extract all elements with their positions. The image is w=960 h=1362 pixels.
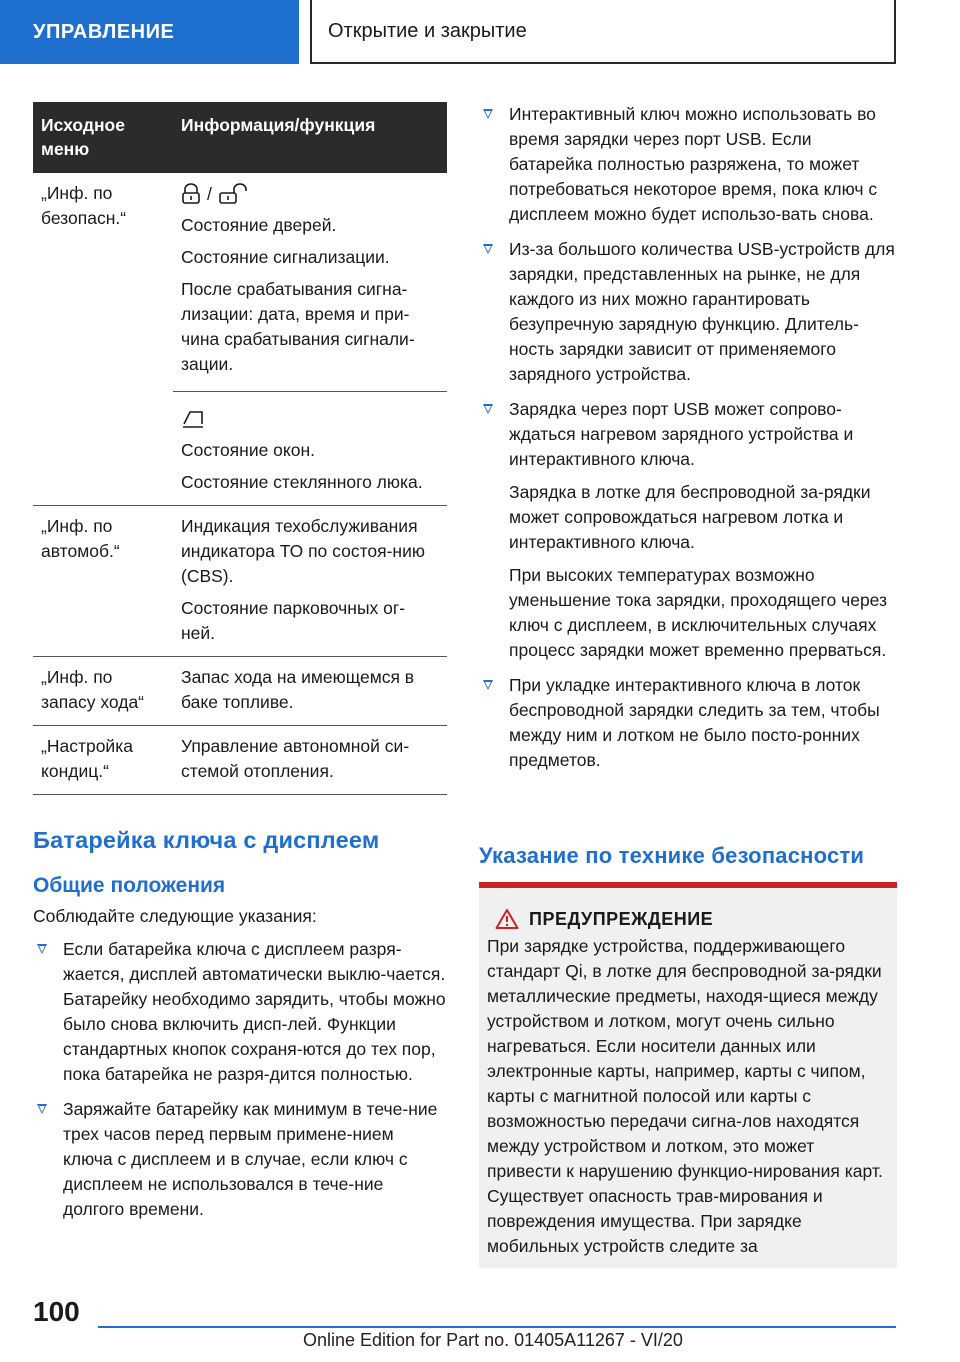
list-item xyxy=(33,1097,447,1222)
usb-list xyxy=(479,102,897,773)
triangle-bullet-icon xyxy=(483,680,493,690)
section-title-safety: Указание по технике безопасности xyxy=(479,843,865,868)
door-unlock-icon xyxy=(218,183,250,205)
table-cell-info xyxy=(173,657,447,726)
list-item-text: Если батарейка ключа с дисплеем разря-жается, дисплей автоматически выклю-чается. Батарейку необходимо зарядить, чтобы можно было снова включить дисп-лей. Функции стандартных кнопок сохраня-ются до тех пор, пока батарейка не разря-дится полностью. xyxy=(63,939,446,1084)
triangle-bullet-icon xyxy=(483,109,493,119)
table-cell-info xyxy=(173,506,447,657)
info-paragraph: После срабатывания сигна-лизации: дата, время и при-чина срабатывания сигнали-зации. xyxy=(181,279,415,374)
table-cell-menu: „Инф. по безопасн.“ xyxy=(33,173,173,506)
list-item-text: При укладке интерактивного ключа в лоток беспроводной зарядки следить за тем, чтобы между ним и лотком не было посто-ронних предметов. xyxy=(509,675,880,770)
table-cell-menu: „Инф. по запасу хода“ xyxy=(33,657,173,726)
door-lock-icon xyxy=(181,183,201,205)
list-item-text: Интерактивный ключ можно использовать во время зарядки через порт USB. Если батарейка полностью разряжена, то может потребоваться некоторое время, пока ключ с дисплеем можно будет использо-вать снова. xyxy=(509,104,878,224)
warning-text: При зарядке устройства, поддерживающего стандарт Qi, в лотке для беспроводной за-рядки металлические предметы, находя-щиеся между устройством и лотком, могут очень сильно нагреваться. Если носители данных или электронные карты, например, карты с чипом, карты с магнитной полосой или карты с возможностью передачи сигна-лов находятся между устройством и лотком, это может привести к нарушению функцио-нирования карт. Существует опасность трав-мирования и повреждения имущества. При зарядке мобильных устройств следите за xyxy=(487,936,883,1256)
intro-text: Соблюдайте следующие указания: xyxy=(33,906,317,926)
section-title-battery: Батарейка ключа с дисплеем xyxy=(33,827,380,853)
list-item xyxy=(479,102,897,227)
table-header-info: Информация/функция xyxy=(173,102,447,173)
warning-box xyxy=(479,888,897,1268)
triangle-bullet-icon xyxy=(483,404,493,414)
table-cell-info xyxy=(173,173,447,392)
footer-edition: Online Edition for Part no. 01405A11267 - VI/20 xyxy=(303,1330,683,1350)
page-header-title: Открытие и закрытие xyxy=(310,0,896,64)
table-cell-info xyxy=(173,726,447,795)
warning-title: ПРЕДУПРЕЖДЕНИЕ xyxy=(529,908,714,929)
info-paragraph: Индикация техобслуживания индикатора ТО по состоя-нию (CBS). xyxy=(181,516,425,586)
info-paragraph: Состояние дверей. xyxy=(181,215,337,235)
list-item-text: Зарядка через порт USB может сопрово-ждаться нагревом зарядного устройства и интерактивного ключа. xyxy=(509,399,854,469)
table-cell-info xyxy=(173,392,447,506)
menu-info-table xyxy=(33,102,447,795)
info-paragraph: Управление автономной си-стемой отопления. xyxy=(181,736,410,781)
warning-header xyxy=(487,908,889,930)
window-icons xyxy=(181,406,439,432)
battery-list xyxy=(33,937,447,1222)
table-cell-menu: „Настройка кондиц.“ xyxy=(33,726,173,795)
window-icon xyxy=(181,408,205,430)
right-column xyxy=(479,102,897,783)
table-header-menu: Исходное меню xyxy=(33,102,173,173)
subsection-title-general: Общие положения xyxy=(33,874,226,897)
info-paragraph: Состояние парковочных ог-ней. xyxy=(181,598,406,643)
table-cell-menu: „Инф. по автомоб.“ xyxy=(33,506,173,657)
triangle-bullet-icon xyxy=(37,944,47,954)
triangle-bullet-icon xyxy=(37,1104,47,1114)
left-column xyxy=(33,102,447,1232)
warning-triangle-icon xyxy=(495,908,519,930)
list-item xyxy=(33,937,447,1087)
info-paragraph: Состояние сигнализации. xyxy=(181,247,390,267)
list-item-subparagraph: Зарядка в лотке для беспроводной за-рядки может сопровождаться нагревом лотка и интерактивного ключа. xyxy=(509,482,871,552)
page-number: 100 xyxy=(33,1296,80,1327)
info-paragraph: Состояние стеклянного люка. xyxy=(181,472,423,492)
icon-separator: / xyxy=(207,183,212,204)
list-item xyxy=(479,237,897,387)
door-icons xyxy=(181,181,439,207)
section-tab: УПРАВЛЕНИЕ xyxy=(0,0,299,64)
list-item-subparagraph: При высоких температурах возможно уменьшение тока зарядки, проходящего через ключ с дисплеем, в исключительных случаях процесс зарядки может временно прерваться. xyxy=(509,565,888,660)
footer-rule xyxy=(98,1326,896,1328)
info-paragraph: Запас хода на имеющемся в баке топливе. xyxy=(181,667,415,712)
list-item-text: Заряжайте батарейку как минимум в тече-ние трех часов перед первым примене-нием ключа с дисплеем и в случае, если ключ с дисплеем не использовался в тече-ние долгого времени. xyxy=(63,1099,438,1219)
list-item xyxy=(479,673,897,773)
list-item-text: Из-за большого количества USB-устройств для зарядки, представленных на рынке, не для каждого из них можно гарантировать безупречную зарядную функцию. Длитель-ность зарядки зависит от применяемого зарядного устройства. xyxy=(509,239,895,384)
list-item xyxy=(479,397,897,663)
info-paragraph: Состояние окон. xyxy=(181,440,316,460)
triangle-bullet-icon xyxy=(483,244,493,254)
